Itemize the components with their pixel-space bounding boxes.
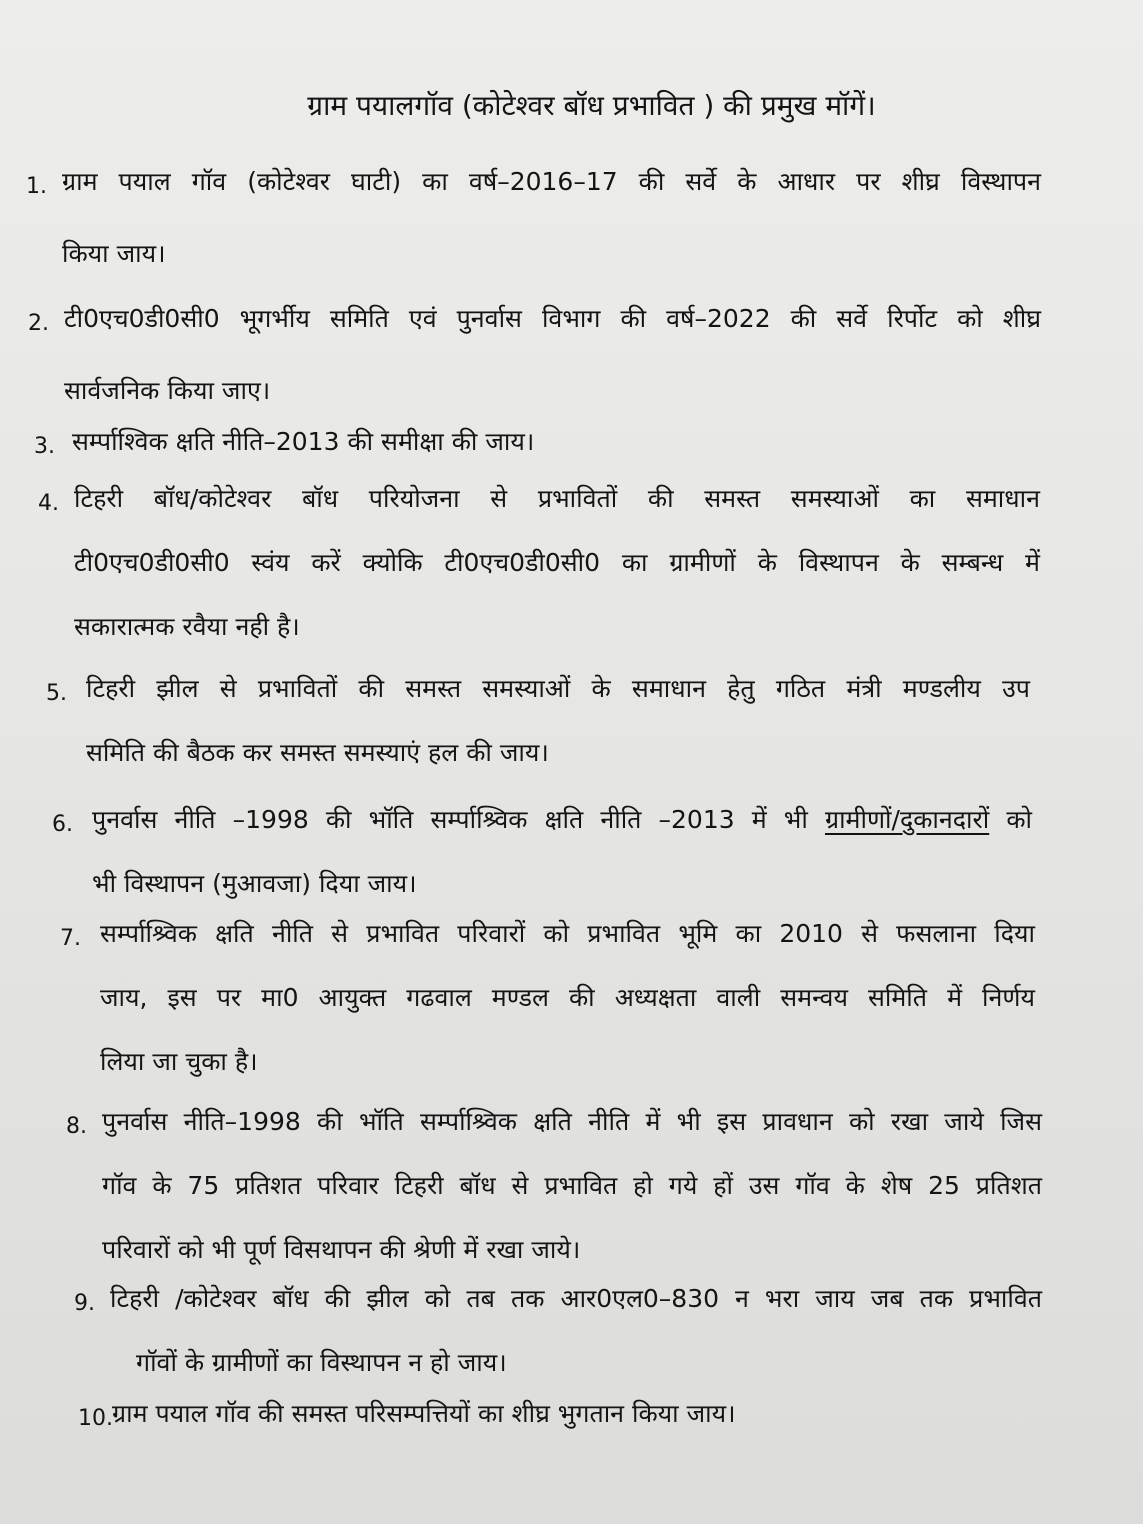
- demand-line: टिहरी बॉध/कोटेश्वर बॉध परियोजना से प्रभावितों की समस्त समस्याओं का समाधान: [74, 484, 1040, 513]
- demand-text: [72, 410, 1034, 474]
- demand-line: ग्राम पयाल गॉव (कोटेश्वर घाटी) का वर्ष–2016–17 की सर्वे के आधार पर शीघ्र विस्थापन: [62, 167, 1041, 196]
- demand-line: समिति की बैठक कर समस्त समस्याएं हल की जाय।: [86, 738, 549, 767]
- demand-line: सर्म्पाश्विक क्षति नीति–2013 की समीक्षा की जाय।: [72, 427, 535, 456]
- demand-line: सर्म्पाश्र्विक क्षति नीति से प्रभावित परिवारों को प्रभावित भूमि का 2010 से फसलाना दिया: [100, 919, 1035, 948]
- demand-text: [110, 1267, 1042, 1395]
- demand-line: [92, 788, 1032, 852]
- demand-text: [100, 902, 1035, 1094]
- underlined-text: ग्रामीणों/दुकानदारों: [824, 805, 990, 834]
- demand-number: 3.: [34, 434, 55, 459]
- demand-number: 9.: [74, 1291, 95, 1316]
- demand-line: लिया जा चुका है।: [100, 1047, 258, 1076]
- demand-item-8: [66, 1090, 1042, 1282]
- demand-line: सकारात्मक रवैया नही है।: [74, 612, 300, 641]
- demand-number: 7.: [60, 926, 81, 951]
- demand-number: 8.: [66, 1114, 87, 1139]
- demand-item-10: [78, 1382, 1038, 1446]
- demand-line: किया जाय।: [62, 239, 166, 268]
- demand-text: [74, 467, 1040, 659]
- demand-text: [86, 657, 1030, 785]
- demand-line: टी0एच0डी0सी0 स्वंय करें क्योकि टी0एच0डी0सी0 का ग्रामीणों के विस्थापन के सम्बन्ध में: [74, 548, 1040, 577]
- demand-line: ग्राम पयाल गॉव की समस्त परिसम्पत्तियों का शीघ्र भुगतान किया जाय।: [112, 1399, 736, 1428]
- demand-line: टी0एच0डी0सी0 भूगर्भीय समिति एवं पुनर्वास विभाग की वर्ष–2022 की सर्वे रिर्पोट को शीघ्र: [64, 304, 1041, 333]
- demand-line: जाय, इस पर मा0 आयुक्त गढवाल मण्डल की अध्यक्षता वाली समन्वय समिति में निर्णय: [100, 983, 1035, 1012]
- demand-text: [112, 1382, 1038, 1446]
- demand-text: [62, 150, 1041, 286]
- demand-item-1: [26, 150, 1041, 286]
- demand-number: 10.: [78, 1406, 113, 1431]
- demand-text-segment: पुनर्वास नीति –1998 की भॉति सर्म्पाश्र्विक क्षति नीति –2013 में भी: [92, 805, 825, 834]
- demand-text: [102, 1090, 1042, 1282]
- demand-line: पुनर्वास नीति–1998 की भॉति सर्म्पाश्र्विक क्षति नीति में भी इस प्रावधान को रखा जाये जिस: [102, 1107, 1042, 1136]
- demand-line: परिवारों को भी पूर्ण विसथापन की श्रेणी में रखा जाये।: [102, 1235, 581, 1264]
- demand-text-segment: को: [989, 805, 1032, 834]
- demand-number: 2.: [28, 311, 49, 336]
- demand-line: टिहरी झील से प्रभावितों की समस्त समस्याओं के समाधान हेतु गठित मंत्री मण्डलीय उप: [86, 674, 1030, 703]
- demand-text: [64, 287, 1041, 423]
- demand-item-7: [60, 902, 1035, 1094]
- demand-line: गॉव के 75 प्रतिशत परिवार टिहरी बॉध से प्रभावित हो गये हों उस गॉव के शेष 25 प्रतिशत: [102, 1171, 1042, 1200]
- demand-item-4: [38, 467, 1040, 659]
- demand-line: भी विस्थापन (मुआवजा) दिया जाय।: [92, 869, 417, 898]
- demand-item-2: [28, 287, 1041, 423]
- demand-item-5: [46, 657, 1030, 785]
- demand-number: 4.: [38, 491, 59, 516]
- demand-number: 6.: [52, 812, 73, 837]
- document-title: ग्राम पयालगॉव (कोटेश्वर बॉध प्रभावित ) की प्रमुख मॉगें।: [307, 89, 876, 122]
- demand-line: टिहरी /कोटेश्वर बॉध की झील को तब तक आर0एल0–830 न भरा जाय जब तक प्रभावित: [110, 1284, 1042, 1313]
- demand-line: गॉवों के ग्रामीणों का विस्थापन न हो जाय।: [136, 1348, 507, 1377]
- demand-item-3: [34, 410, 1034, 474]
- demand-number: 1.: [26, 174, 47, 199]
- demand-line: सार्वजनिक किया जाए।: [64, 376, 271, 405]
- demand-number: 5.: [46, 681, 67, 706]
- demand-item-6: [52, 788, 1032, 916]
- demand-text: [92, 788, 1032, 916]
- demand-item-9: [74, 1267, 1042, 1395]
